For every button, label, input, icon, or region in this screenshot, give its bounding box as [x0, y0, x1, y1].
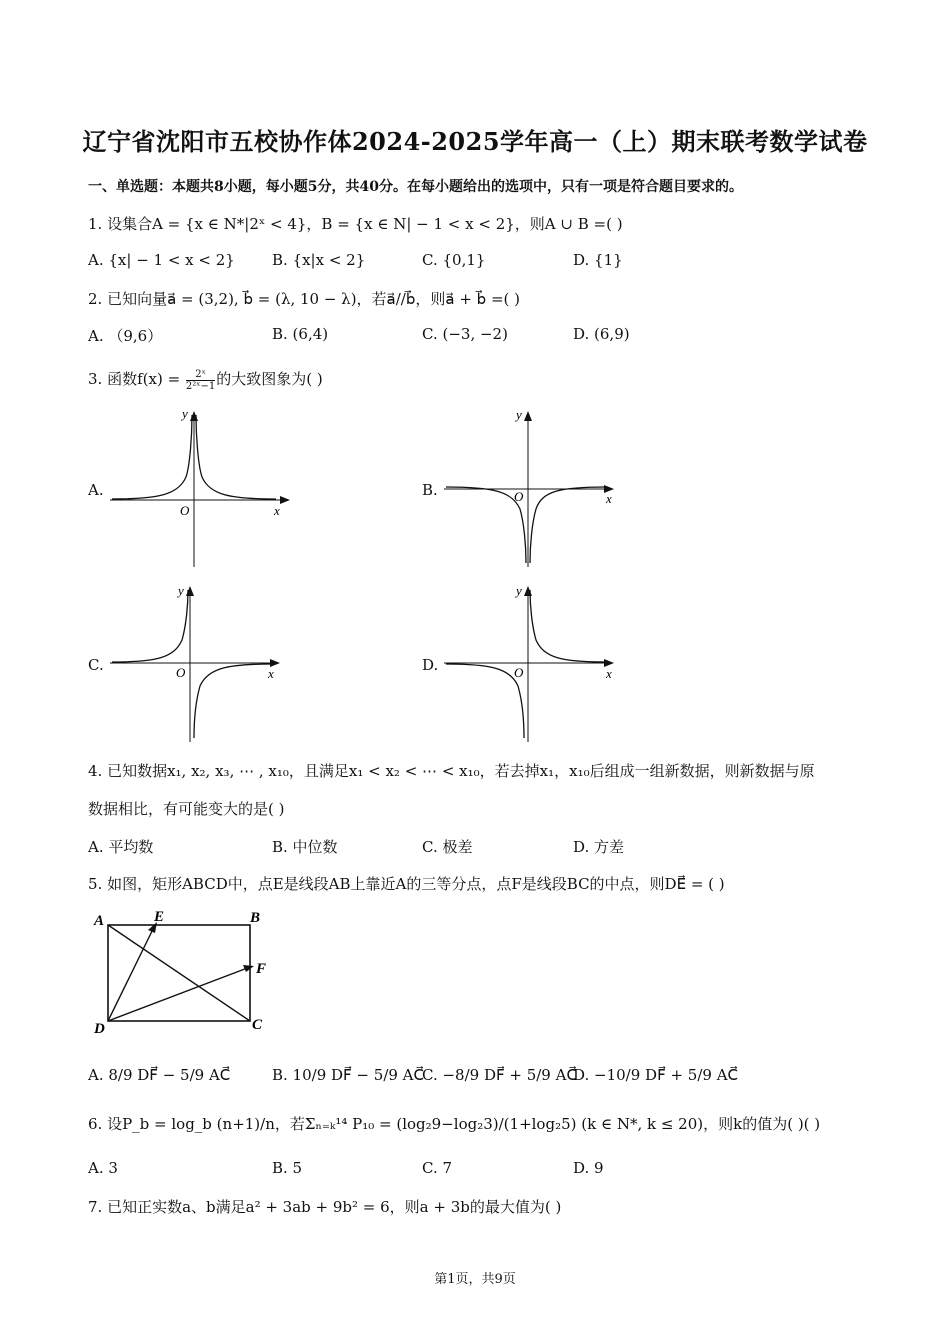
- question-4-stem-line2: 数据相比，有可能变大的是( ): [88, 800, 285, 818]
- graph-a: [108, 405, 298, 570]
- question-4-stem-line1: 4. 已知数据x₁, x₂, x₃, ⋯ , x₁₀，且满足x₁ < x₂ < ⋯ < x₁₀，若去掉x₁，x₁₀后组成一组新数据，则新数据与原: [88, 762, 815, 780]
- graph-d-o: O: [514, 665, 524, 680]
- graph-d: [442, 580, 632, 745]
- q3-label-c: C.: [88, 656, 104, 674]
- q4-option-d: D. 方差: [573, 838, 625, 856]
- fig-label-a: A: [94, 913, 105, 929]
- graph-a-y: y: [182, 406, 188, 421]
- graph-c-x: x: [268, 666, 274, 681]
- graph-c: [108, 580, 298, 745]
- fig-label-e: E: [154, 909, 165, 925]
- q5-option-a: A. 8/9 DF⃗ − 5/9 AC⃗: [88, 1066, 231, 1084]
- graph-d-x: x: [606, 666, 612, 681]
- q3-label-d: D.: [422, 656, 439, 674]
- q6-option-d: D. 9: [573, 1159, 604, 1177]
- graph-c-o: O: [176, 665, 186, 680]
- q5-option-b: B. 10/9 DF⃗ − 5/9 AC⃗: [272, 1066, 424, 1084]
- graph-d-y: y: [516, 583, 522, 598]
- question-5-stem: 5. 如图，矩形ABCD中，点E是线段AB上靠近A的三等分点，点F是线段BC的中点，则DE⃗ = ( ): [88, 875, 725, 893]
- graph-a-x: x: [274, 503, 280, 518]
- q2-option-b: B. (6,4): [272, 325, 329, 343]
- graph-c-y: y: [178, 583, 184, 598]
- q2-option-c: C. (−3, −2): [422, 325, 508, 343]
- q6-option-b: B. 5: [272, 1159, 303, 1177]
- q1-option-c: C. {0,1}: [422, 251, 486, 269]
- page-title: 辽宁省沈阳市五校协作体2024-2025学年高一（上）期末联考数学试卷: [82, 127, 868, 156]
- question-1-stem: 1. 设集合A = {x ∈ N*|2ˣ < 4}，B = {x ∈ N| − 1 < x < 2}，则A ∪ B =( ): [88, 215, 623, 233]
- graph-b-y: y: [516, 407, 522, 422]
- fig-label-d: D: [94, 1021, 105, 1037]
- q6-option-a: A. 3: [88, 1159, 118, 1177]
- fig-label-b: B: [250, 910, 261, 926]
- q5-option-c: C. −8/9 DF⃗ + 5/9 AC⃗: [422, 1066, 577, 1084]
- question-7-stem: 7. 已知正实数a、b满足a² + 3ab + 9b² = 6，则a + 3b的最大值为( ): [88, 1198, 562, 1216]
- graph-b-o: O: [514, 489, 524, 504]
- page-footer: 第1页，共9页: [434, 1272, 516, 1287]
- graph-b-x: x: [606, 491, 612, 506]
- question-3-stem: [88, 368, 323, 392]
- q2-option-d: D. (6,9): [573, 325, 630, 343]
- q4-option-c: C. 极差: [422, 838, 473, 856]
- q4-option-b: B. 中位数: [272, 838, 338, 856]
- q3-frac-den: 2²ˣ−1: [185, 380, 216, 392]
- q3-frac-num: 2ˣ: [186, 369, 215, 381]
- graph-b: [442, 405, 632, 570]
- q2-option-a: A. （9,6）: [88, 327, 163, 345]
- q1-option-d: D. {1}: [573, 251, 623, 269]
- q5-option-d: D. −10/9 DF⃗ + 5/9 AC⃗: [573, 1066, 739, 1084]
- q1-option-a: A. {x| − 1 < x < 2}: [88, 251, 235, 269]
- fig-label-f: F: [256, 961, 267, 977]
- question-6-stem: 6. 设P_b = log_b (n+1)/n，若Σₙ₌ₖ¹⁴ P₁₀ = (log₂9−log₂3)/(1+log₂5) (k ∈ N*, k ≤ 20)，则k的值为( )( ): [88, 1115, 821, 1133]
- q6-option-c: C. 7: [422, 1159, 453, 1177]
- q3-label-b: B.: [422, 481, 438, 499]
- q3-stem-suffix: 的大致图象为( ): [216, 370, 323, 388]
- q4-option-a: A. 平均数: [88, 838, 154, 856]
- q3-stem-prefix: 3. 函数f(x) =: [88, 370, 185, 388]
- q1-option-b: B. {x|x < 2}: [272, 251, 366, 269]
- question-2-stem: 2. 已知向量a⃗ = (3,2), b⃗ = (λ, 10 − λ)，若a⃗//b⃗，则a⃗ + b⃗ =( ): [88, 290, 520, 308]
- rectangle-figure: [88, 905, 278, 1040]
- fig-label-c: C: [252, 1017, 263, 1033]
- section-heading: 一、单选题：本题共8小题，每小题5分，共40分。在每小题给出的选项中，只有一项是符合题目要求的。: [88, 179, 743, 195]
- graph-a-o: O: [180, 503, 190, 518]
- q3-label-a: A.: [88, 481, 104, 499]
